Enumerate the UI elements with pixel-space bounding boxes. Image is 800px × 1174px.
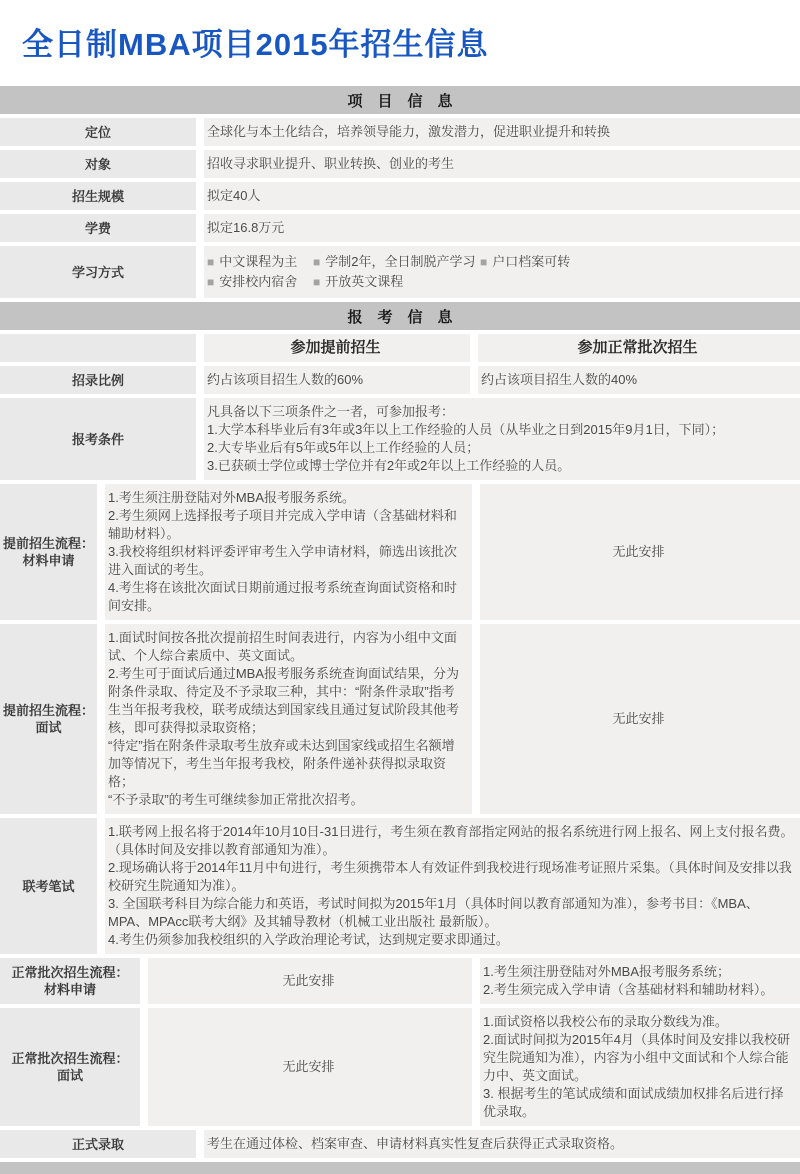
study-mode-item-label: 中文课程为主 — [219, 254, 298, 269]
ratio-early-value: 约占该项目招生人数的60% — [204, 366, 470, 394]
bullet-square-icon: ■ — [207, 255, 215, 269]
row-label-normal-interview — [0, 1008, 140, 1126]
section-header-project — [0, 86, 800, 114]
study-mode-item — [313, 273, 480, 291]
section-header-apply-label: 报 考 信 息 — [347, 308, 453, 326]
normal-interview-step: 2.面试时间拟为2015年4月（具体时间及安排以我校研究生院通知为准），内容为小组中文面试和个人综合能力中、英文面试。 — [483, 1032, 790, 1083]
row-label-line: 正常批次招生流程： — [11, 965, 129, 980]
bullet-square-icon: ■ — [207, 275, 215, 289]
normal-material-step: 1.考生须注册登陆对外MBA报考服务系统； — [483, 964, 731, 979]
early-interview-step: “不予录取”的考生可继续参加正常批次招考。 — [108, 792, 364, 807]
table-row-early-interview — [0, 624, 800, 814]
column-header-normal: 参加正常批次招生 — [478, 334, 800, 362]
early-material-step: 1.考生须注册登陆对外MBA报考服务系统。 — [108, 490, 356, 505]
row-value-study-mode — [204, 246, 800, 298]
study-mode-line-1 — [207, 253, 794, 271]
eligibility-line: 凡具备以下三项条件之一者，可参加报考： — [207, 404, 455, 419]
study-mode-item — [207, 253, 313, 271]
page-title: 全日制MBA项目2015年招生信息 — [22, 27, 489, 62]
row-label-line: 面试 — [56, 1068, 83, 1083]
row-label-study-mode: 学习方式 — [0, 246, 196, 298]
eligibility-line: 1.大学本科毕业后有3年或3年以上工作经验的人员（从毕业之日到2015年9月1日，下同）； — [207, 422, 725, 437]
normal-material-steps — [480, 958, 800, 1004]
study-mode-line-2 — [207, 273, 794, 291]
study-mode-item-label: 户口档案可转 — [492, 254, 571, 269]
early-material-step: 3.我校将组织材料评委评审考生入学申请材料，筛选出该批次进入面试的考生。 — [108, 544, 457, 577]
eligibility-line: 3.已获硕士学位或博士学位并有2年或2年以上工作经验的人员。 — [207, 458, 571, 473]
table-row-normal-interview — [0, 1008, 800, 1126]
row-label-line: 正常批次招生流程： — [11, 1051, 129, 1066]
row-label-eligibility: 报考条件 — [0, 398, 196, 480]
table-row-target — [0, 150, 800, 178]
row-label-written-exam: 联考笔试 — [0, 818, 97, 954]
study-mode-item-label: 开放英文课程 — [325, 274, 404, 289]
normal-material-step: 2.考生须完成入学申请（含基础材料和辅助材料）。 — [483, 982, 774, 997]
study-mode-item-label: 安排校内宿舍 — [219, 274, 298, 289]
table-row-written-exam — [0, 818, 800, 954]
final-admission-text: 考生在通过体检、档案审查、申请材料真实性复查后获得正式录取资格。 — [204, 1130, 800, 1158]
row-value-enrollment-scale: 拟定40人 — [204, 182, 800, 210]
bullet-square-icon: ■ — [313, 275, 321, 289]
early-material-normal-cell: 无此安排 — [480, 484, 800, 620]
bullet-square-icon: ■ — [480, 255, 488, 269]
table-row-study-mode — [0, 246, 800, 298]
written-exam-step: 2.现场确认将于2014年11月中旬进行，考生须携带本人有效证件到我校进行现场准考证照片采集。（具体时间及安排以我校研究生院通知为准）。 — [108, 860, 792, 893]
study-mode-item — [313, 253, 480, 271]
table-row-normal-material — [0, 958, 800, 1004]
written-exam-step: 1.联考网上报名将于2014年10月10日-31日进行，考生须在教育部指定网站的报名系统进行网上报名、网上支付报名费。（具体时间及安排以教育部通知为准）。 — [108, 824, 794, 857]
row-label-tuition: 学费 — [0, 214, 196, 242]
row-label-early-interview — [0, 624, 97, 814]
normal-interview-early-cell: 无此安排 — [148, 1008, 472, 1126]
section-header-project-label: 项 目 信 息 — [347, 92, 453, 110]
row-label-admission-ratio: 招录比例 — [0, 366, 196, 394]
early-material-steps — [105, 484, 472, 620]
normal-interview-steps — [480, 1008, 800, 1126]
row-value-tuition: 拟定16.8万元 — [204, 214, 800, 242]
normal-interview-step: 3. 根据考生的笔试成绩和面试成绩加权排名后进行择优录取。 — [483, 1086, 784, 1119]
row-label-line: 材料申请 — [22, 553, 75, 568]
bottom-partial-section-bar — [0, 1162, 800, 1174]
ratio-normal-value: 约占该项目招生人数的40% — [478, 366, 800, 394]
table-row-eligibility — [0, 398, 800, 480]
row-label-line: 提前招生流程： — [2, 703, 94, 718]
table-row-column-headers — [0, 334, 800, 362]
table-row-admission-ratio — [0, 366, 800, 394]
column-header-spacer — [0, 334, 196, 362]
table-row-enrollment-scale — [0, 182, 800, 210]
row-label-early-material — [0, 484, 97, 620]
row-value-target: 招收寻求职业提升、职业转换、创业的考生 — [204, 150, 800, 178]
row-label-target: 对象 — [0, 150, 196, 178]
row-label-line: 提前招生流程： — [2, 536, 94, 551]
row-label-positioning: 定位 — [0, 118, 196, 146]
row-label-final-admission: 正式录取 — [0, 1130, 196, 1158]
early-interview-steps — [105, 624, 472, 814]
eligibility-line: 2.大专毕业后有5年或5年以上工作经验的人员； — [207, 440, 480, 455]
written-exam-steps — [105, 818, 800, 954]
study-mode-item — [207, 273, 313, 291]
table-row-early-material — [0, 484, 800, 620]
study-mode-item-label: 学制2年，全日制脱产学习 — [325, 254, 476, 269]
table-row-tuition — [0, 214, 800, 242]
table-row-final-admission — [0, 1130, 800, 1158]
early-interview-step: “待定”指在附条件录取考生放弃或未达到国家线或招生名额增加等情况下，考生当年报考我校，附条件递补获得拟录取资格； — [108, 738, 455, 789]
row-value-positioning: 全球化与本土化结合，培养领导能力，激发潜力，促进职业提升和转换 — [204, 118, 800, 146]
normal-material-early-cell: 无此安排 — [148, 958, 472, 1004]
row-label-line: 材料申请 — [43, 982, 96, 997]
bullet-square-icon: ■ — [313, 255, 321, 269]
written-exam-step: 4.考生仍须参加我校组织的入学政治理论考试，达到规定要求即通过。 — [108, 932, 509, 947]
early-interview-step: 1.面试时间按各批次提前招生时间表进行，内容为小组中文面试、个人综合素质中、英文面试。 — [108, 630, 457, 663]
early-material-step: 4.考生将在该批次面试日期前通过报考系统查询面试资格和时间安排。 — [108, 580, 457, 613]
row-label-line: 面试 — [35, 720, 62, 735]
study-mode-item — [480, 253, 570, 271]
early-interview-step: 2.考生可于面试后通过MBA报考服务系统查询面试结果，分为附条件录取、待定及不予录取三种，其中：“附条件录取”指考生当年报考我校，联考成绩达到国家线且通过复试阶段其他考核，即可获得拟录取资格； — [108, 666, 460, 735]
eligibility-text — [204, 398, 800, 480]
early-interview-normal-cell: 无此安排 — [480, 624, 800, 814]
normal-interview-step: 1.面试资格以我校公布的录取分数线为准。 — [483, 1014, 728, 1029]
written-exam-step: 3. 全国联考科目为综合能力和英语，考试时间拟为2015年1月（具体时间以教育部通知为准），参考书目：《MBA、MPA、MPAcc联考大纲》及其辅导教材（机械工业出版社 最新版）。 — [108, 896, 759, 929]
table-row-positioning — [0, 118, 800, 146]
column-header-early: 参加提前招生 — [204, 334, 470, 362]
row-label-enrollment-scale: 招生规模 — [0, 182, 196, 210]
section-header-apply — [0, 302, 800, 330]
row-label-normal-material — [0, 958, 140, 1004]
early-material-step: 2.考生须网上选择报考子项目并完成入学申请（含基础材料和辅助材料）。 — [108, 508, 457, 541]
